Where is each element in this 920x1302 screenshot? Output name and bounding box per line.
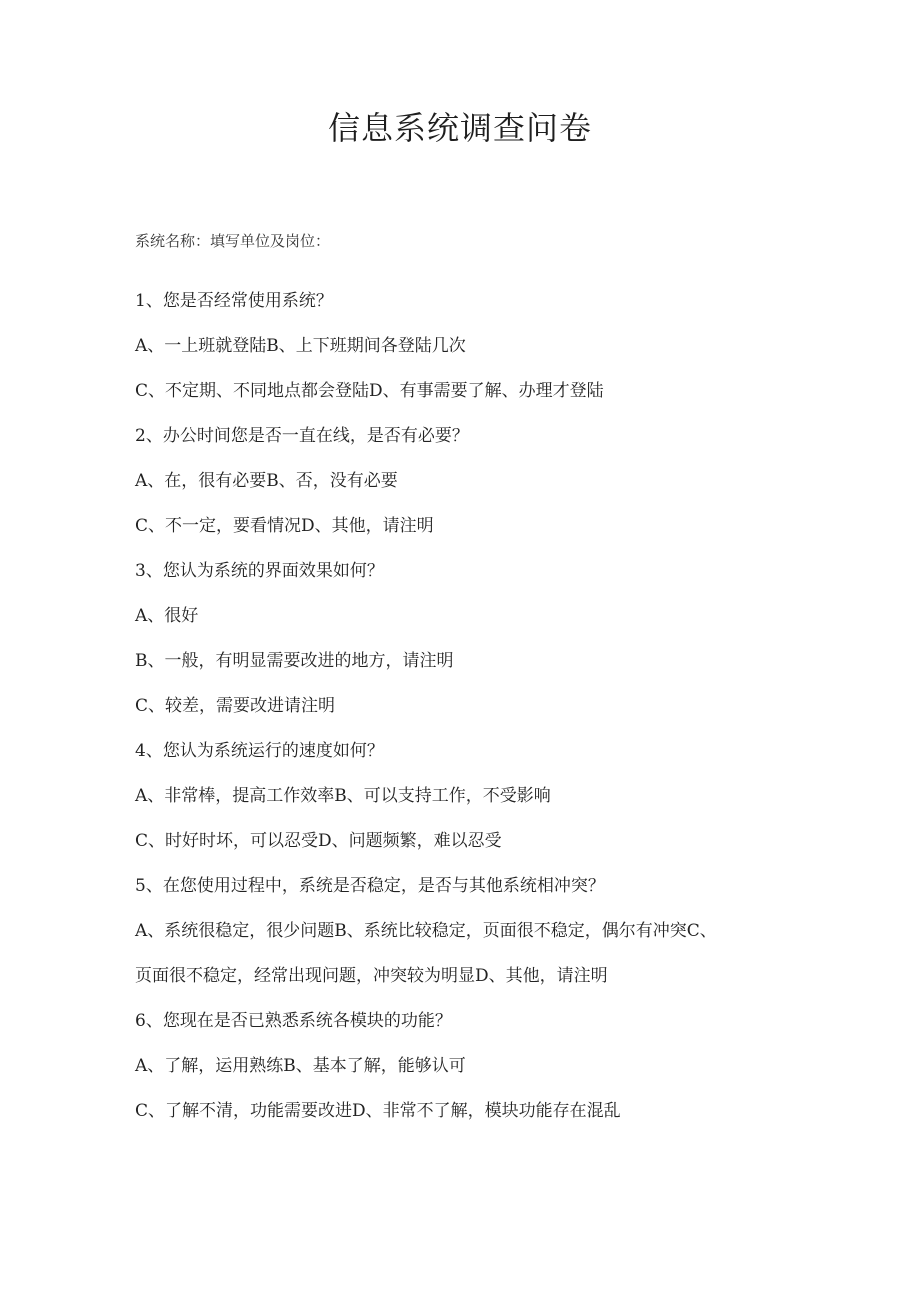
question-5-options-line-1: A、系统很稳定，很少问题B、系统比较稳定，页面很不稳定，偶尔有冲突C、 xyxy=(135,921,717,941)
question-3: 3、您认为系统的界面效果如何？ xyxy=(135,561,384,581)
question-4: 4、您认为系统运行的速度如何？ xyxy=(135,741,384,761)
question-2-options-ab: A、在，很有必要B、否，没有必要 xyxy=(135,471,398,491)
question-2: 2、办公时间您是否一直在线，是否有必要？ xyxy=(135,426,469,446)
questionnaire-body xyxy=(135,287,795,1142)
question-1-options-ab: A、一上班就登陆B、上下班期间各登陆几次 xyxy=(135,336,466,356)
question-1-options-cd: C、不定期、不同地点都会登陆D、有事需要了解、办理才登陆 xyxy=(135,381,604,401)
question-3-option-c: C、较差，需要改进请注明 xyxy=(135,696,336,716)
question-5: 5、在您使用过程中，系统是否稳定，是否与其他系统相冲突？ xyxy=(135,876,605,896)
question-6-options-cd: C、了解不清，功能需要改进D、非常不了解，模块功能存在混乱 xyxy=(135,1101,621,1121)
page-title: 信息系统调查问卷 xyxy=(327,109,592,147)
question-1: 1、您是否经常使用系统？ xyxy=(135,291,333,311)
question-6: 6、您现在是否已熟悉系统各模块的功能？ xyxy=(135,1011,452,1031)
question-4-options-cd: C、时好时坏，可以忍受D、问题频繁，难以忍受 xyxy=(135,831,502,851)
question-3-option-b: B、一般，有明显需要改进的地方，请注明 xyxy=(135,651,454,671)
question-3-option-a: A、很好 xyxy=(135,606,199,626)
question-5-options-line-2: 页面很不稳定，经常出现问题，冲突较为明显D、其他，请注明 xyxy=(135,966,608,986)
question-4-options-ab: A、非常棒，提高工作效率B、可以支持工作，不受影响 xyxy=(135,786,551,806)
question-2-options-cd: C、不一定，要看情况D、其他，请注明 xyxy=(135,516,434,536)
system-info-line: 系统名称：填写单位及岗位： xyxy=(135,232,331,250)
question-6-options-ab: A、了解，运用熟练B、基本了解，能够认可 xyxy=(135,1056,466,1076)
